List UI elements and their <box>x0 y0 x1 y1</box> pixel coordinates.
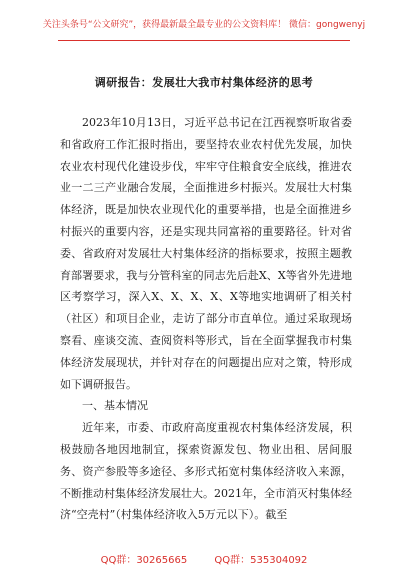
page-footer <box>0 551 408 566</box>
document-body <box>60 112 352 526</box>
document-title: 调研报告：发展壮大我市村集体经济的思考 <box>94 76 314 89</box>
paragraph-intro: 2023年10月13日，习近平总书记在江西视察听取省委和省政府工作汇报时指出，要坚持农业农村优先发展，加快农业农村现代化建设步伐，牢牢守住粮食安全底线，推进农业一二三产业融合发展，全面推进乡村振兴。发展壮大村集体经济，既是加快农业现代化的重要举措，也是全面推进乡村振兴的重要内容，还是实现共同富裕的重要路径。针对省委、省政府对发展壮大村集体经济的指标要求，按照主题教育部署要求，我与分管科室的同志先后赴X、X等省外先进地区考察学习，深入X、X、X、X、X等地实地调研了相关村（社区）和项目企业，走访了部分市直单位。通过采取现场察看、座谈交流、查阅资料等形式，旨在全面掌握我市村集体经济发展现状，并针对存在的问题提出应对之策，特形成如下调研报告。 <box>60 116 352 391</box>
paragraph-basic-situation: 近年来，市委、市政府高度重视农村集体经济发展，积极鼓励各地因地制宜，探索资源发包、物业出租、居间服务、资产参股等多途径、多形式拓宽村集体经济收入来源，不断推动村集体经济发展壮大。2021年，全市消灭村集体经济“空壳村”（村集体经济收入5万元以下）。截至 <box>60 421 352 522</box>
footer-qq-group-2: QQ群：535304092 <box>214 555 308 566</box>
page-header <box>0 0 408 48</box>
footer-qq-group-1: QQ群：30265665 <box>100 555 188 566</box>
header-divider <box>58 40 350 41</box>
section-heading: 一、基本情况 <box>82 399 148 413</box>
header-banner-text: 关注头条号“公文研究”，获得最新最全最专业的公文资料库！ 微信：gongwenyj <box>42 20 366 30</box>
